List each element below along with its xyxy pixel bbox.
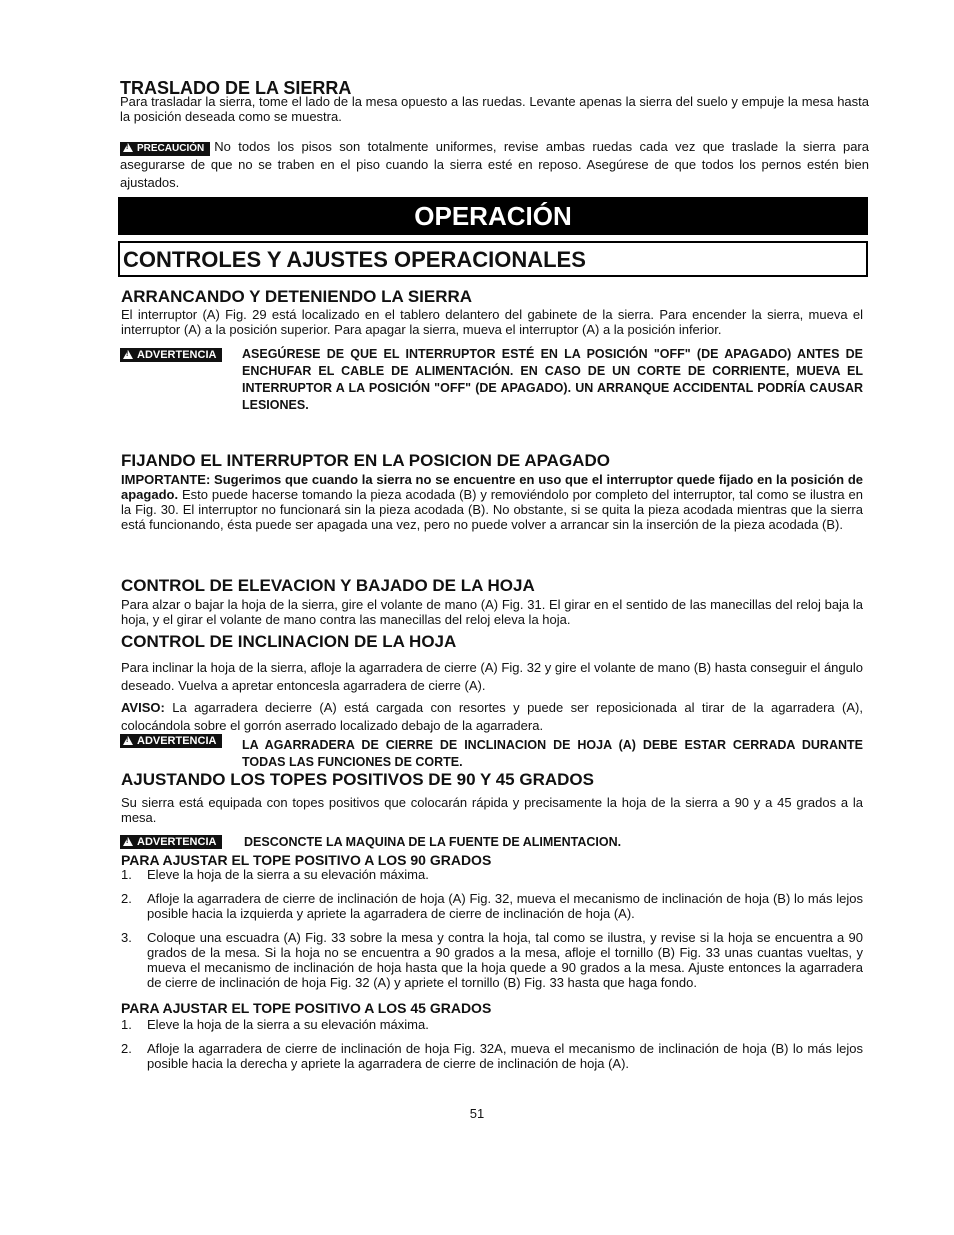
fijando-title: FIJANDO EL INTERRUPTOR EN LA POSICION DE APAGADO [121,451,610,470]
list-item [121,1017,863,1032]
warning-badge-label: ADVERTENCIA [137,349,217,361]
list-item [121,891,863,921]
fijando-body: Esto puede hacerse tomando la pieza acodada (B) y removiéndolo por completo del interruptor, tal como se ilustra en la Fig. 30. El interruptor no funcionará sin la pieza acodada (B). No obstante, si se quita la pieza acodada mientras que la sierra está funcionando, ésta puede ser apagada una vez, pero no puede volver a arrancar sin la inserción de la pieza acodada (B). [121,487,863,532]
operacion-banner: OPERACIÓN [118,197,868,235]
warning-triangle-icon [123,736,133,745]
elevacion-title: CONTROL DE ELEVACION Y BAJADO DE LA HOJA [121,576,535,595]
topes-warning-text: DESCONCTE LA MAQUINA DE LA FUENTE DE ALIMENTACION. [244,835,622,849]
list-item [121,867,863,882]
caution-badge-label: PRECAUCIÓN [137,143,205,154]
step-number: 1. [121,1017,132,1032]
warning-triangle-icon [123,837,133,846]
step-number: 2. [121,1041,132,1056]
topes-warning-badge [120,835,222,849]
sub90-title: PARA AJUSTAR EL TOPE POSITIVO A LOS 90 GRADOS [121,852,492,868]
arrancando-title: ARRANCANDO Y DETENIENDO LA SIERRA [121,287,473,306]
step-number: 1. [121,867,132,882]
caution-text: No todos los pisos son totalmente uniformes, revise ambas ruedas cada vez que traslade la sierra para asegurarse de que no se traben en el piso cuando la sierra esté en reposo. Asegúrese de que todos los pernos estén bien ajustados. [120,139,869,190]
step-number: 2. [121,891,132,906]
arrancando-text: El interruptor (A) Fig. 29 está localizado en el tablero delantero del gabinete de la sierra. Para encender la sierra, mueva el interruptor (A) a la posición superior. Para apagar la sierra, mueva el interruptor (A) a la posición inferior. [121,307,863,337]
aviso-label: AVISO: [121,700,165,715]
warning-badge-label: ADVERTENCIA [137,836,217,848]
aviso-text: La agarradera decierre (A) está cargada con resortes y puede ser reposicionada al tirar de la agarradera (A), colocándola sobre el gorrón aserrado localizado debajo de la agarradera. [121,700,863,733]
step-text: Eleve la hoja de la sierra a su elevación máxima. [147,1017,429,1032]
sub45-steps [121,1017,863,1071]
warning-triangle-icon [123,143,133,152]
caution-paragraph [120,138,869,192]
step-text: Afloje la agarradera de cierre de inclinación de hoja Fig. 32A, mueva el mecanismo de inclinación de hoja (B) lo más lejos posible hacia la derecha y apriete la agarradera de cierre de inclinación de hoja (A). [147,1041,863,1071]
sub45-title: PARA AJUSTAR EL TOPE POSITIVO A LOS 45 GRADOS [121,1000,492,1016]
warning-triangle-icon [123,350,133,359]
sub90-steps [121,867,863,990]
fijando-text [121,472,863,532]
arrancando-warning-badge [120,348,222,362]
inclinacion-text: Para inclinar la hoja de la sierra, afloje la agarradera de cierre (A) Fig. 32 y gire el volante de mano (B) hasta conseguir el ángulo deseado. Vuelva a apretar entoncesla agarradera de cierre (A). [121,660,863,693]
page-number: 51 [469,1106,485,1121]
traslado-title: TRASLADO DE LA SIERRA [120,78,352,98]
topes-text: Su sierra está equipada con topes positivos que colocarán rápida y precisamente la hoja de la sierra a 90 y a 45 grados a la mesa. [121,795,863,825]
section-box-title: CONTROLES Y AJUSTES OPERACIONALES [118,241,868,277]
traslado-caution [120,138,869,192]
step-text: Eleve la hoja de la sierra a su elevación máxima. [147,867,429,882]
inclinacion-aviso [121,699,863,735]
fijando-bold-lead: IMPORTANTE: Sugerimos que cuando la sierra no se encuentre en uso que el interruptor quede fijado en la posición de apagado. [121,472,863,502]
topes-title: AJUSTANDO LOS TOPES POSITIVOS DE 90 Y 45 GRADOS [121,770,594,789]
list-item [121,930,863,990]
elevacion-text: Para alzar o bajar la hoja de la sierra, gire el volante de mano (A) Fig. 31. El girar en el sentido de las manecillas del reloj baja la hoja, y el girar el volante de mano contra las manecillas del reloj eleva la hoja. [121,597,863,627]
inclinacion-title: CONTROL DE INCLINACION DE LA HOJA [121,632,457,651]
inclinacion-warning-badge [120,734,222,748]
step-text: Afloje la agarradera de cierre de inclinación de hoja (A) Fig. 32, mueva el mecanismo de inclinación de hoja (B) lo más lejos posible hacia la izquierda y apriete la agarradera de cierre de inclinación de hoja (A). [147,891,863,921]
step-number: 3. [121,930,132,945]
warning-badge-label: ADVERTENCIA [137,735,217,747]
step-text: Coloque una escuadra (A) Fig. 33 sobre la mesa y contra la hoja, tal como se ilustra, y revise si la hoja se encuentra a 90 grados de la mesa. Si la hoja no se encuentra a 90 grados a la mesa, afloje el tornillo (B) Fig. 33 unas cuantas vueltas, y mueva el mecanismo de inclinación de hoja hasta que la hoja quede a 90 grados a la mesa. Ajuste entonces la agarradera de cierre de inclinación de hoja Fig. 32 (A) y apriete el tornillo (B) Fig. 33 hasta que haga fondo. [147,930,863,990]
arrancando-warning-text: ASEGÚRESE DE QUE EL INTERRUPTOR ESTÉ EN LA POSICIÓN "OFF" (DE APAGADO) ANTES DE ENCHUFAR EL CABLE DE ALIMENTACIÓN. EN CASO DE UN CORTE DE CORRIENTE, MUEVA EL INTERRUPTOR A LA POSICIÓN "OFF" (DE APAGADO). UN ARRANQUE ACCIDENTAL PODRÍA CAUSAR LESIONES. [242,347,863,412]
list-item [121,1041,863,1071]
caution-badge [120,142,210,156]
inclinacion-warning-text: LA AGARRADERA DE CIERRE DE INCLINACION DE HOJA (A) DEBE ESTAR CERRADA DURANTE TODAS LAS FUNCIONES DE CORTE. [242,738,863,769]
traslado-text: Para trasladar la sierra, tome el lado de la mesa opuesto a las ruedas. Levante apenas la sierra del suelo y empuje la mesa hasta la posición deseada como se muestra. [120,94,869,124]
